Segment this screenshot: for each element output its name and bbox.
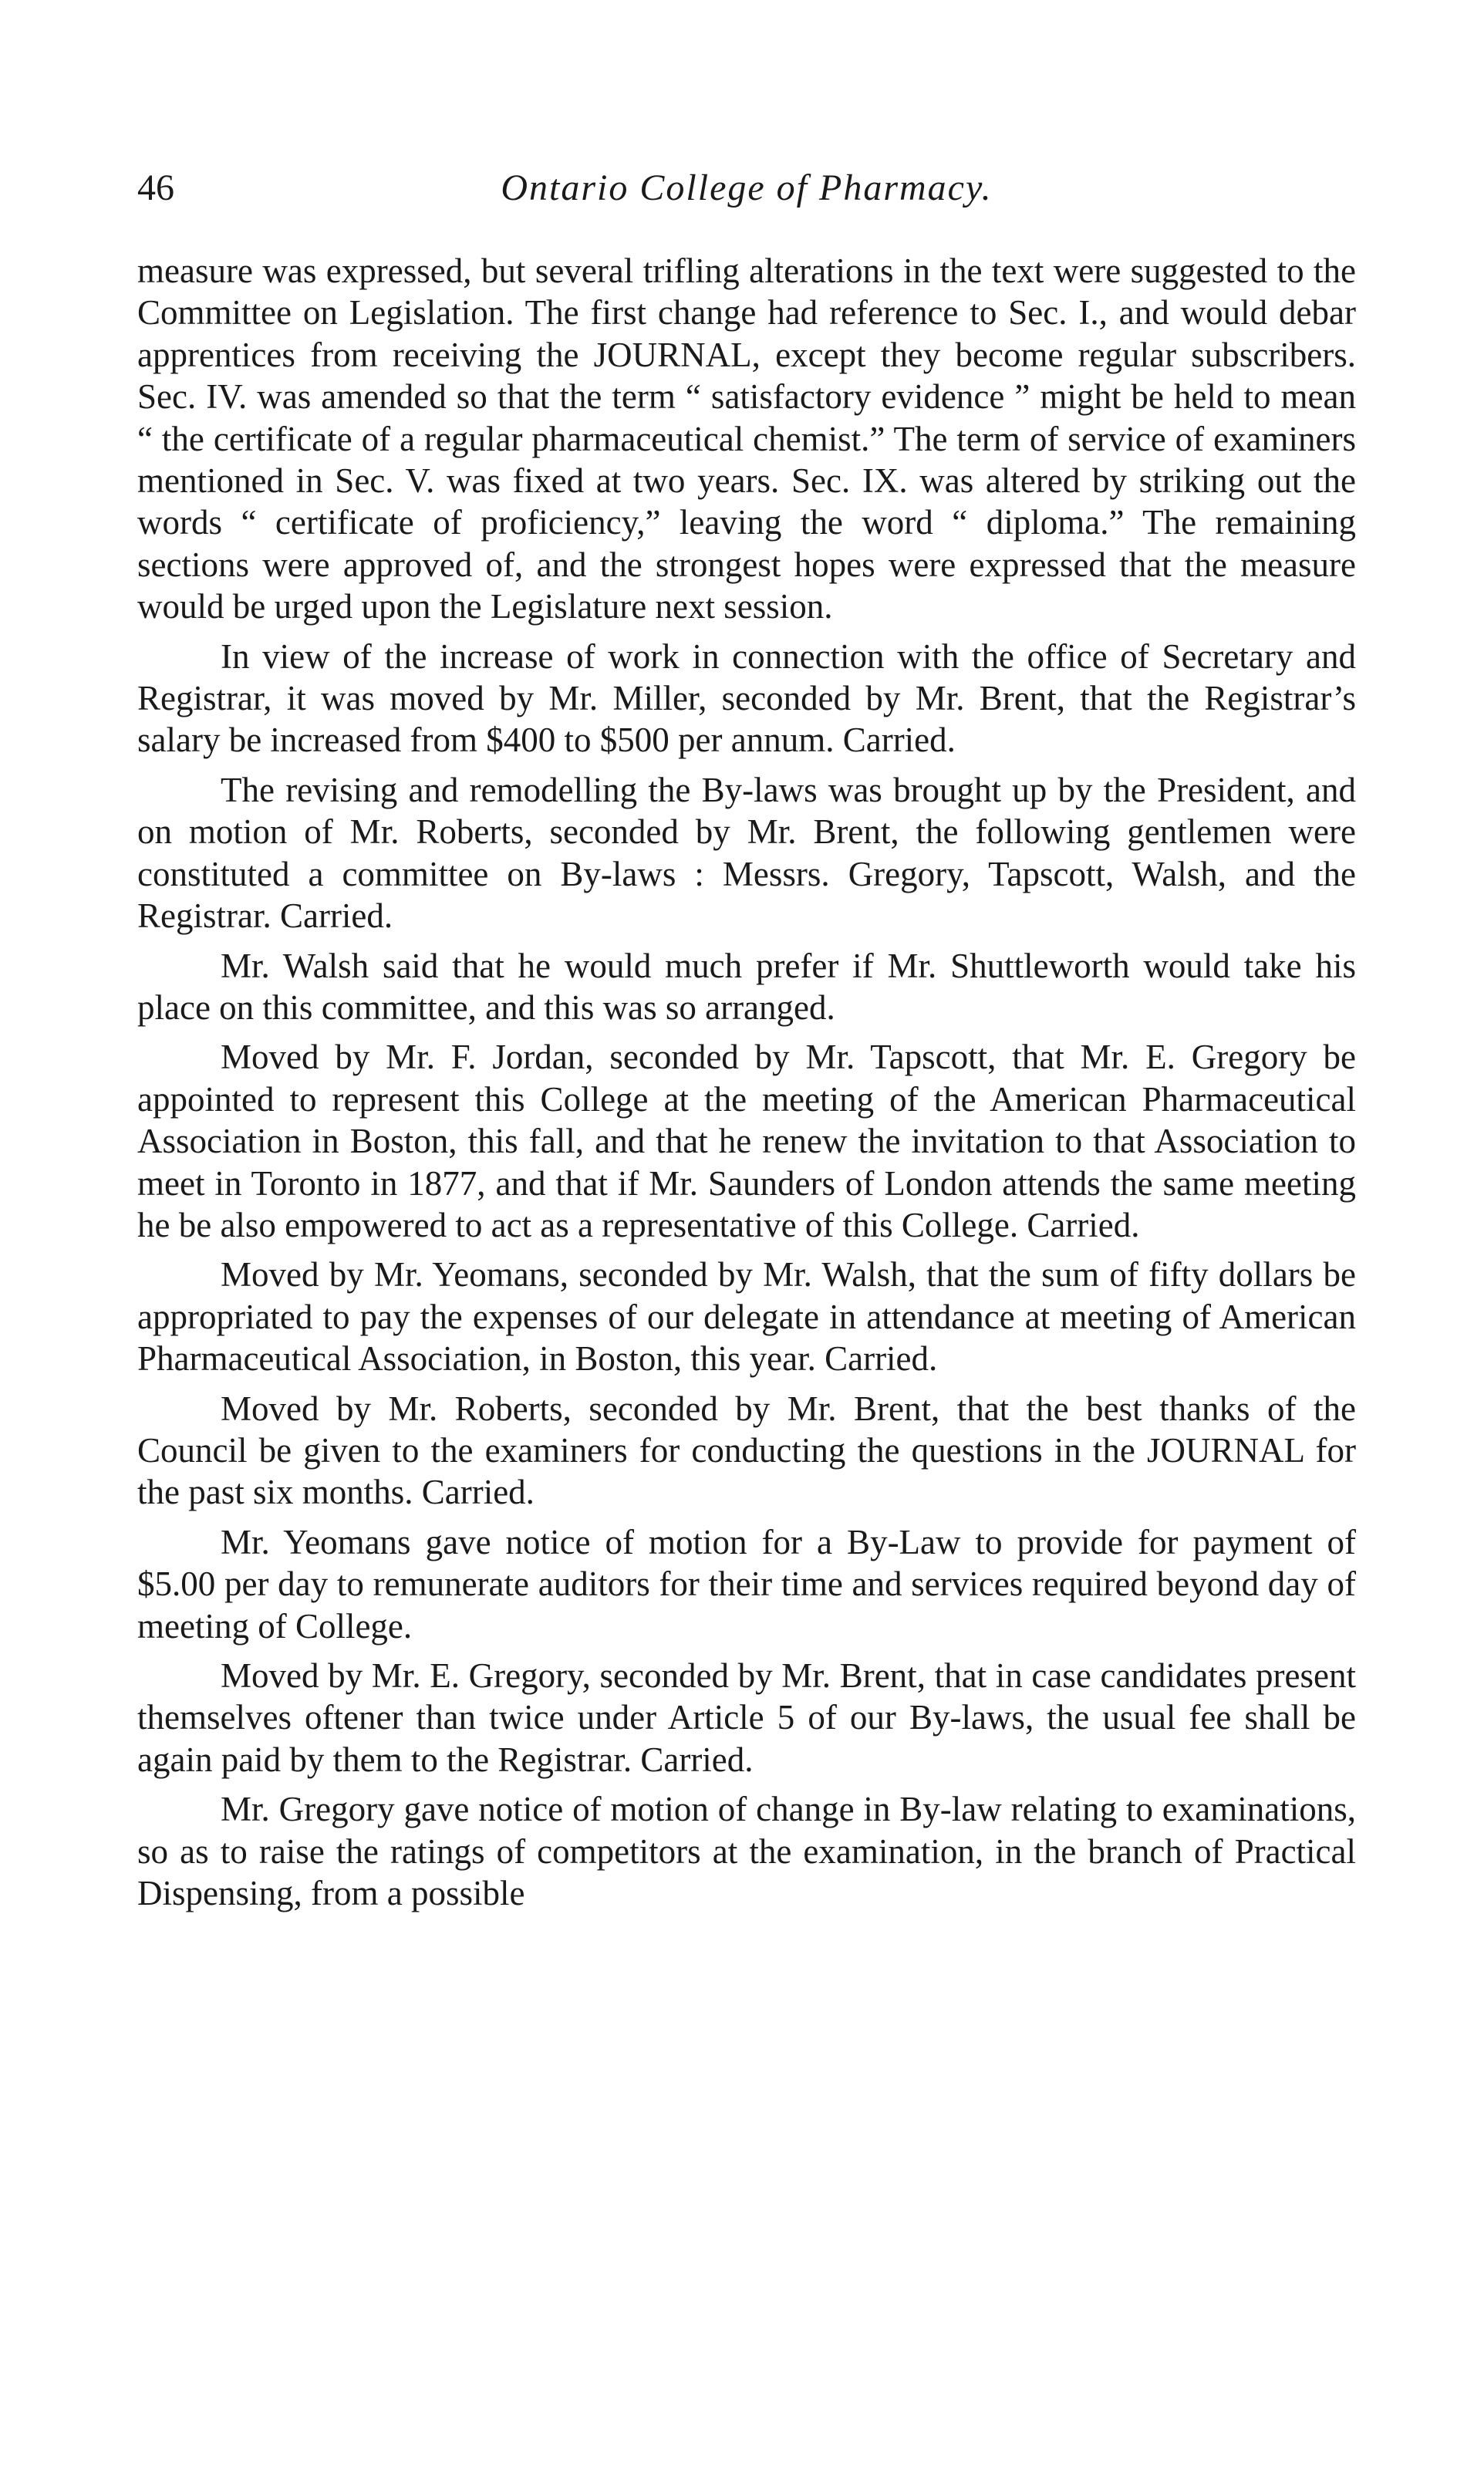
running-head — [137, 165, 1356, 219]
paragraph-bylaws-committee: The revising and remodelling the By-laws was brought up by the President, and on motion of Mr. Roberts, seconded by Mr. Brent, the following gentlemen were constituted a committee on By-laws : Messrs. Gregory, Tapscott, Walsh, and the Registrar. Carried. — [137, 770, 1356, 936]
body-text — [137, 250, 1356, 1914]
paragraph-exam-ratings: Mr. Gregory gave notice of motion of change in By-law relating to examinations, so as to raise the ratings of competitors at the examination, in the branch of Practical Dispensing, from a possible — [137, 1790, 1356, 1913]
page-number: 46 — [137, 167, 174, 208]
paragraph-walsh-request: Mr. Walsh said that he would much prefer if Mr. Shuttleworth would take his place on this committee, and this was so arranged. — [137, 946, 1356, 1027]
book-page — [137, 165, 1356, 1922]
paragraph-continued: measure was expressed, but several trifling alterations in the text were suggested to the Committee on Legislation. The first change had reference to Sec. I., and would debar apprentices from receiving the JOURNAL, except they become regular subscribers. Sec. IV. was amended so that the term “ satisfactory evidence ” might be held to mean “ the certificate of a regular pharmaceutical chemist.” The term of service of examiners mentioned in Sec. V. was fixed at two years. Sec. IX. was altered by striking out the words “ certificate of proficiency,” leaving the word “ diploma.” The remaining sections were approved of, and the strongest hopes were expressed that the measure would be urged upon the Legislature next session. — [137, 251, 1356, 626]
paragraph-registrar-salary: In view of the increase of work in connection with the office of Secretary and Registrar, it was moved by Mr. Miller, seconded by Mr. Brent, that the Registrar’s salary be increased from $400 to $500 per annum. Carried. — [137, 636, 1356, 760]
paragraph-auditors-bylaw: Mr. Yeomans gave notice of motion for a By-Law to provide for payment of $5.00 per day to remunerate auditors for their time and services required beyond day of meeting of College. — [137, 1522, 1356, 1646]
running-title: Ontario College of Pharmacy. — [501, 167, 993, 208]
paragraph-boston-delegate: Moved by Mr. F. Jordan, seconded by Mr. Tapscott, that Mr. E. Gregory be appointed to represent this College at the meeting of the American Pharmaceutical Association in Boston, this fall, and that he renew the invitation to that Association to meet in Toronto in 1877, and that if Mr. Saunders of London attends the same meeting he be also empowered to act as a representative of this College. Carried. — [137, 1038, 1356, 1244]
paragraph-candidate-fee: Moved by Mr. E. Gregory, seconded by Mr. Brent, that in case candidates present themselves oftener than twice under Article 5 of our By-laws, the usual fee shall be again paid by them to the Registrar. Carried. — [137, 1656, 1356, 1779]
paragraph-delegate-expenses: Moved by Mr. Yeomans, seconded by Mr. Walsh, that the sum of fifty dollars be appropriated to pay the expenses of our delegate in attendance at meeting of American Pharmaceutical Association, in Boston, this year. Carried. — [137, 1255, 1356, 1379]
paragraph-thanks-examiners: Moved by Mr. Roberts, seconded by Mr. Brent, that the best thanks of the Council be given to the examiners for conducting the questions in the JOURNAL for the past six months. Carried. — [137, 1389, 1356, 1512]
